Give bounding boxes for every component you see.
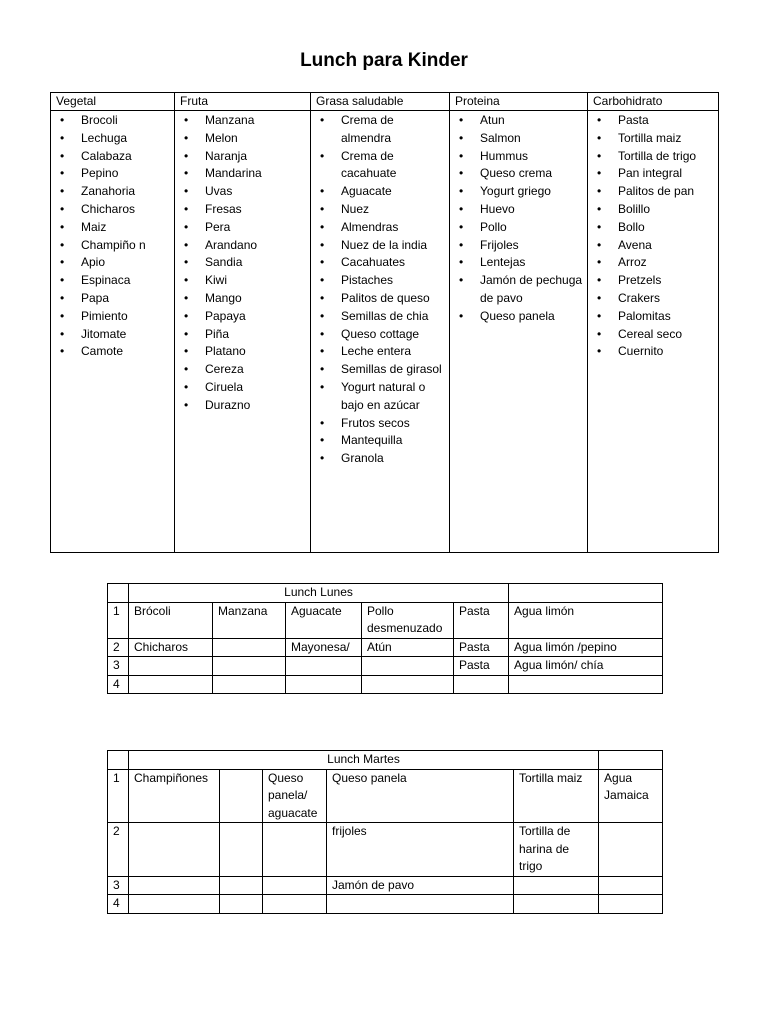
food-item: • Pistaches: [341, 272, 447, 290]
food-item: • Jitomate: [81, 326, 172, 344]
table-cell: [454, 675, 509, 694]
food-item: • Mantequilla: [341, 432, 447, 450]
table-cell: [327, 895, 514, 914]
table-cell: frijoles: [327, 823, 514, 877]
table-cell: Atún: [362, 638, 454, 657]
food-item: • Yogurt natural o bajo en azúcar: [341, 379, 447, 415]
lunes-title-row: [108, 584, 663, 603]
row-number: 3: [108, 876, 129, 895]
martes-row: [108, 895, 663, 914]
food-item: • Pepino: [81, 165, 172, 183]
martes-row: [108, 769, 663, 823]
carbohidrato-cell: [588, 111, 719, 553]
table-cell: [514, 895, 599, 914]
table-cell: Jamón de pavo: [327, 876, 514, 895]
header-proteina: Proteina: [450, 93, 588, 111]
table-cell: Champiñones: [129, 769, 220, 823]
food-item: • Papa: [81, 290, 172, 308]
table-cell: [220, 876, 263, 895]
food-item: • Durazno: [205, 397, 308, 415]
food-groups-table: [50, 92, 719, 553]
food-item: • Manzana: [205, 112, 308, 130]
table-cell: [220, 823, 263, 877]
food-item: • Pretzels: [618, 272, 716, 290]
table-cell: Queso panela: [327, 769, 514, 823]
food-item: • Semillas de girasol: [341, 361, 447, 379]
table-cell: Agua Jamaica: [599, 769, 663, 823]
fruta-cell: [175, 111, 311, 553]
food-item: • Palitos de queso: [341, 290, 447, 308]
lunes-corner-cell: [108, 584, 129, 603]
food-item: • Palitos de pan: [618, 183, 716, 201]
food-item: • Papaya: [205, 308, 308, 326]
lunes-title-empty-cell: [509, 584, 663, 603]
martes-title: Lunch Martes: [129, 751, 599, 770]
martes-row: [108, 823, 663, 877]
food-item: • Platano: [205, 343, 308, 361]
table-cell: Pasta: [454, 638, 509, 657]
table-cell: Tortilla maiz: [514, 769, 599, 823]
food-groups-header-row: [51, 93, 719, 111]
food-item: • Cuernito: [618, 343, 716, 361]
food-item: • Uvas: [205, 183, 308, 201]
grasa-cell: [311, 111, 450, 553]
table-cell: [129, 675, 213, 694]
food-item: • Bollo: [618, 219, 716, 237]
table-cell: [213, 675, 286, 694]
food-item: • Mango: [205, 290, 308, 308]
table-cell: Manzana: [213, 602, 286, 638]
food-item: • Tortilla maiz: [618, 130, 716, 148]
table-cell: [509, 675, 663, 694]
table-cell: Tortilla de harina de trigo: [514, 823, 599, 877]
food-item: • Apio: [81, 254, 172, 272]
table-cell: Pollo desmenuzado: [362, 602, 454, 638]
row-number: 2: [108, 638, 129, 657]
table-cell: Agua limón/ chía: [509, 657, 663, 676]
table-cell: [514, 876, 599, 895]
table-cell: [362, 675, 454, 694]
food-item: • Queso panela: [480, 308, 585, 326]
food-item: • Champiño n: [81, 237, 172, 255]
table-cell: [220, 769, 263, 823]
header-grasa: Grasa saludable: [311, 93, 450, 111]
table-cell: Pasta: [454, 602, 509, 638]
food-item: • Huevo: [480, 201, 585, 219]
vegetal-cell: [51, 111, 175, 553]
food-item: • Naranja: [205, 148, 308, 166]
table-cell: [599, 876, 663, 895]
table-cell: [220, 895, 263, 914]
row-number: 1: [108, 602, 129, 638]
food-item: • Maiz: [81, 219, 172, 237]
table-cell: [129, 895, 220, 914]
food-item: • Ciruela: [205, 379, 308, 397]
table-cell: Pasta: [454, 657, 509, 676]
food-item: • Cereza: [205, 361, 308, 379]
food-item: • Camote: [81, 343, 172, 361]
food-item: • Lechuga: [81, 130, 172, 148]
food-item: • Bolillo: [618, 201, 716, 219]
table-cell: Queso panela/ aguacate: [263, 769, 327, 823]
food-item: • Pera: [205, 219, 308, 237]
food-item: • Zanahoria: [81, 183, 172, 201]
table-cell: Brócoli: [129, 602, 213, 638]
food-item: • Jamón de pechuga de pavo: [480, 272, 585, 308]
food-item: • Crema de cacahuate: [341, 148, 447, 184]
food-item: • Semillas de chia: [341, 308, 447, 326]
food-groups-body-row: [51, 111, 719, 553]
lunch-martes-table: [107, 750, 663, 914]
row-number: 4: [108, 895, 129, 914]
food-item: • Atun: [480, 112, 585, 130]
food-item: • Melon: [205, 130, 308, 148]
food-item: • Nuez de la india: [341, 237, 447, 255]
food-item: • Aguacate: [341, 183, 447, 201]
table-cell: [286, 675, 362, 694]
food-item: • Queso crema: [480, 165, 585, 183]
lunes-row: [108, 602, 663, 638]
lunch-lunes-table: [107, 583, 663, 694]
food-item: • Kiwi: [205, 272, 308, 290]
lunes-title: Lunch Lunes: [129, 584, 509, 603]
table-cell: [129, 657, 213, 676]
food-item: • Brocoli: [81, 112, 172, 130]
fruta-list: [177, 112, 308, 415]
table-cell: [129, 876, 220, 895]
food-item: • Pasta: [618, 112, 716, 130]
page-title: Lunch para Kinder: [300, 50, 468, 71]
food-item: • Almendras: [341, 219, 447, 237]
header-carbohidrato: Carbohidrato: [588, 93, 719, 111]
food-item: • Avena: [618, 237, 716, 255]
martes-title-empty-cell: [599, 751, 663, 770]
proteina-cell: [450, 111, 588, 553]
food-item: • Cacahuates: [341, 254, 447, 272]
food-item: • Yogurt griego: [480, 183, 585, 201]
grasa-list: [313, 112, 447, 468]
lunes-row: [108, 638, 663, 657]
table-cell: [286, 657, 362, 676]
martes-corner-cell: [108, 751, 129, 770]
food-item: • Granola: [341, 450, 447, 468]
row-number: 2: [108, 823, 129, 877]
table-cell: Mayonesa/: [286, 638, 362, 657]
food-item: • Calabaza: [81, 148, 172, 166]
table-cell: [213, 657, 286, 676]
food-item: • Piña: [205, 326, 308, 344]
food-item: • Tortilla de trigo: [618, 148, 716, 166]
carbohidrato-list: [590, 112, 716, 361]
food-item: • Crema de almendra: [341, 112, 447, 148]
food-item: • Frijoles: [480, 237, 585, 255]
food-item: • Pan integral: [618, 165, 716, 183]
martes-title-row: [108, 751, 663, 770]
table-cell: [263, 823, 327, 877]
row-number: 1: [108, 769, 129, 823]
food-item: • Leche entera: [341, 343, 447, 361]
table-cell: [129, 823, 220, 877]
food-item: • Sandia: [205, 254, 308, 272]
row-number: 4: [108, 675, 129, 694]
table-cell: [213, 638, 286, 657]
header-vegetal: Vegetal: [51, 93, 175, 111]
food-item: • Fresas: [205, 201, 308, 219]
food-item: • Espinaca: [81, 272, 172, 290]
food-item: • Cereal seco: [618, 326, 716, 344]
food-item: • Arandano: [205, 237, 308, 255]
food-item: • Palomitas: [618, 308, 716, 326]
lunes-row: [108, 657, 663, 676]
table-cell: Aguacate: [286, 602, 362, 638]
food-item: • Pollo: [480, 219, 585, 237]
table-cell: [263, 876, 327, 895]
table-cell: Agua limón /pepino: [509, 638, 663, 657]
food-item: • Nuez: [341, 201, 447, 219]
food-item: • Hummus: [480, 148, 585, 166]
table-cell: [263, 895, 327, 914]
table-cell: [362, 657, 454, 676]
food-item: • Arroz: [618, 254, 716, 272]
vegetal-list: [53, 112, 172, 361]
table-cell: Chicharos: [129, 638, 213, 657]
food-item: • Frutos secos: [341, 415, 447, 433]
row-number: 3: [108, 657, 129, 676]
martes-row: [108, 876, 663, 895]
food-item: • Mandarina: [205, 165, 308, 183]
header-fruta: Fruta: [175, 93, 311, 111]
food-item: • Salmon: [480, 130, 585, 148]
lunes-row: [108, 675, 663, 694]
table-cell: [599, 823, 663, 877]
table-cell: Agua limón: [509, 602, 663, 638]
food-item: • Chicharos: [81, 201, 172, 219]
food-item: • Queso cottage: [341, 326, 447, 344]
food-item: • Pimiento: [81, 308, 172, 326]
food-item: • Crakers: [618, 290, 716, 308]
food-item: • Lentejas: [480, 254, 585, 272]
proteina-list: [452, 112, 585, 326]
table-cell: [599, 895, 663, 914]
